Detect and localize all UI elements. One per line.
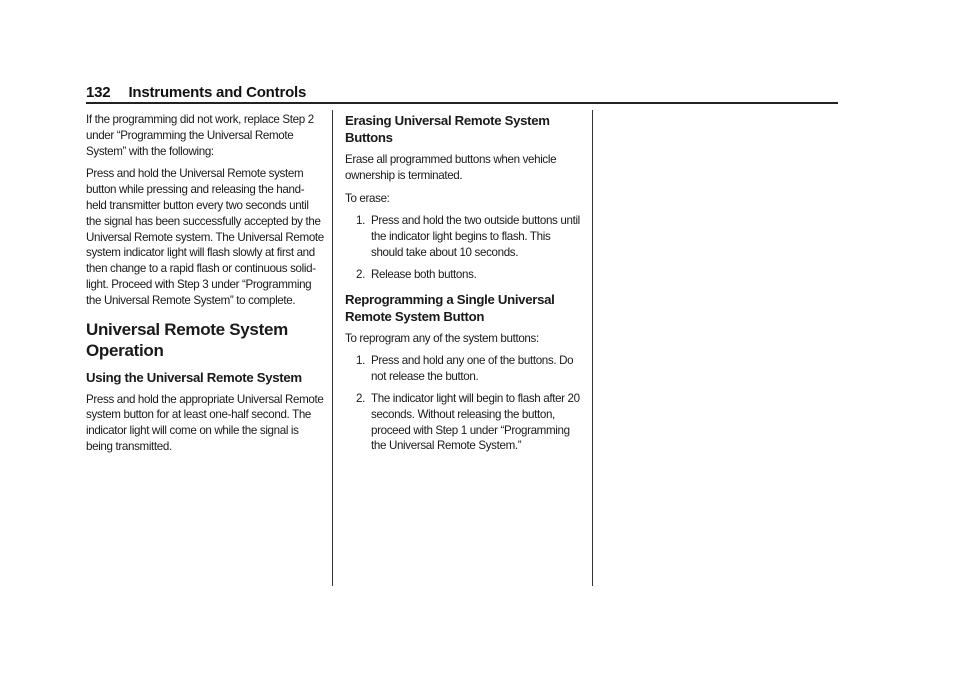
- list-item: [345, 353, 583, 385]
- step-number: 2.: [356, 391, 365, 405]
- step-text: Release both buttons.: [371, 267, 477, 281]
- list-item: [345, 391, 583, 454]
- header-rule: [86, 102, 838, 104]
- paragraph-retry-steps: Press and hold the Universal Remote system button while pressing and releasing the hand-held transmitter button every two seconds until the signal has been successfully accepted by the Universal Remote system. The Universal Remote system indicator light will flash slowly at first and then change to a rapid flash or continuous solid-light. Proceed with Step 3 under “Programming the Universal Remote System” to complete.: [86, 167, 324, 307]
- step-number: 1.: [356, 354, 365, 368]
- paragraph-erase-lead: To erase:: [345, 191, 390, 205]
- heading-operation: Universal Remote System Operation: [86, 319, 288, 360]
- left-column: [86, 112, 324, 462]
- list-item: [345, 213, 583, 260]
- column-divider-1: [332, 110, 333, 586]
- section-title: Instruments and Controls: [128, 84, 307, 101]
- paragraph-retry-intro: If the programming did not work, replace Step 2 under “Programming the Universal Remote System” with the following:: [86, 113, 314, 158]
- heading-erasing-buttons: Erasing Universal Remote System Buttons: [345, 113, 550, 145]
- step-number: 2.: [356, 267, 365, 281]
- step-text: Press and hold any one of the buttons. Do not release the button.: [371, 354, 574, 384]
- list-item: [345, 267, 583, 283]
- heading-reprogramming: Reprogramming a Single Universal Remote System Button: [345, 291, 555, 324]
- paragraph-reprogram-lead: To reprogram any of the system buttons:: [345, 331, 539, 345]
- step-text: The indicator light will begin to flash after 20 seconds. Without releasing the button, proceed with Step 1 under “Programming the Universal Remote System.”: [371, 391, 580, 453]
- reprogram-steps-list: [345, 353, 583, 454]
- erase-steps-list: [345, 213, 583, 282]
- page-number: 132: [86, 84, 111, 101]
- step-number: 1.: [356, 214, 365, 228]
- heading-using-system: Using the Universal Remote System: [86, 369, 302, 385]
- paragraph-using-system: Press and hold the appropriate Universal Remote system button for at least one-half second. The indicator light will come on while the signal is being transmitted.: [86, 392, 324, 453]
- column-divider-2: [592, 110, 593, 586]
- step-text: Press and hold the two outside buttons until the indicator light begins to flash. This should take about 10 seconds.: [371, 214, 580, 259]
- paragraph-erase-intro: Erase all programmed buttons when vehicle ownership is terminated.: [345, 153, 557, 182]
- middle-column: [345, 112, 583, 461]
- page-header: [86, 84, 306, 101]
